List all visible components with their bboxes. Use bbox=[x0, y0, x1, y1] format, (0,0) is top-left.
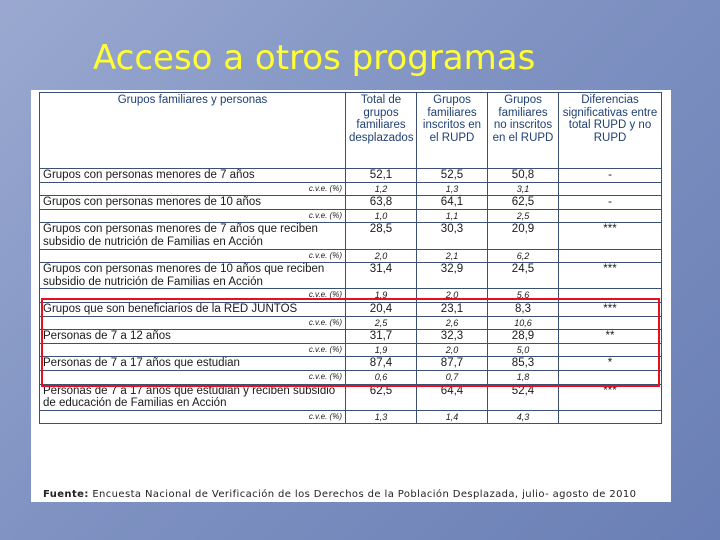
cve-row bbox=[40, 410, 662, 424]
value-cell: 87,7 bbox=[417, 357, 488, 371]
cve-cell: 2,6 bbox=[417, 316, 488, 330]
cve-cell: 5,0 bbox=[488, 343, 559, 357]
cve-label: c.v.e. (%) bbox=[40, 182, 346, 196]
cve-cell: 1,3 bbox=[417, 182, 488, 196]
cve-cell: 1,2 bbox=[346, 182, 417, 196]
value-cell: 62,5 bbox=[488, 196, 559, 210]
cve-cell: 1,3 bbox=[346, 410, 417, 424]
row-label: Grupos con personas menores de 10 años bbox=[40, 196, 346, 210]
cve-row bbox=[40, 249, 662, 263]
empty-cell bbox=[559, 182, 662, 196]
significance-cell: - bbox=[559, 196, 662, 210]
row-label: Grupos con personas menores de 7 años que reciben subsidio de nutrición de Familias en Acción bbox=[40, 223, 346, 249]
value-cell: 62,5 bbox=[346, 384, 417, 410]
empty-cell bbox=[559, 410, 662, 424]
cve-cell: 2,1 bbox=[417, 249, 488, 263]
value-cell: 63,8 bbox=[346, 196, 417, 210]
cve-cell: 2,5 bbox=[346, 316, 417, 330]
cve-cell: 1,9 bbox=[346, 289, 417, 303]
column-header: Grupos familiares y personas bbox=[40, 93, 346, 169]
source-note bbox=[43, 489, 671, 500]
value-cell: 28,9 bbox=[488, 330, 559, 344]
significance-cell: *** bbox=[559, 384, 662, 410]
header-row bbox=[40, 93, 662, 169]
value-cell: 64,1 bbox=[417, 196, 488, 210]
value-cell: 50,8 bbox=[488, 169, 559, 183]
cve-cell: 2,0 bbox=[417, 343, 488, 357]
row-label: Grupos con personas menores de 10 años que reciben subsidio de nutrición de Familias en Acción bbox=[40, 263, 346, 289]
cve-cell: 5,6 bbox=[488, 289, 559, 303]
cve-cell: 2,0 bbox=[346, 249, 417, 263]
cve-cell: 0,6 bbox=[346, 370, 417, 384]
cve-cell: 1,9 bbox=[346, 343, 417, 357]
cve-label: c.v.e. (%) bbox=[40, 316, 346, 330]
value-cell: 8,3 bbox=[488, 302, 559, 316]
cve-cell: 1,1 bbox=[417, 209, 488, 223]
cve-cell: 4,3 bbox=[488, 410, 559, 424]
value-cell: 31,4 bbox=[346, 263, 417, 289]
row-label: Personas de 7 a 12 años bbox=[40, 330, 346, 344]
significance-cell: * bbox=[559, 357, 662, 371]
cve-row bbox=[40, 209, 662, 223]
table-row bbox=[40, 223, 662, 249]
value-cell: 85,3 bbox=[488, 357, 559, 371]
cve-cell: 0,7 bbox=[417, 370, 488, 384]
row-label: Personas de 7 a 17 años que estudian bbox=[40, 357, 346, 371]
table-row bbox=[40, 263, 662, 289]
cve-cell: 3,1 bbox=[488, 182, 559, 196]
column-header: Grupos familiares no inscritos en el RUPD bbox=[488, 93, 559, 169]
value-cell: 20,4 bbox=[346, 302, 417, 316]
cve-cell: 6,2 bbox=[488, 249, 559, 263]
value-cell: 31,7 bbox=[346, 330, 417, 344]
highlight-box bbox=[41, 298, 660, 387]
source-text: Encuesta Nacional de Verificación de los Derechos de la Población Desplazada, julio- agosto de 2010 bbox=[92, 489, 637, 500]
value-cell: 32,3 bbox=[417, 330, 488, 344]
table-panel bbox=[31, 90, 671, 502]
value-cell: 20,9 bbox=[488, 223, 559, 249]
significance-cell: *** bbox=[559, 263, 662, 289]
slide-title: Acceso a otros programas bbox=[93, 38, 536, 78]
table-row bbox=[40, 384, 662, 410]
table-row bbox=[40, 169, 662, 183]
value-cell: 64,4 bbox=[417, 384, 488, 410]
column-header: Diferencias significativas entre total RUPD y no RUPD bbox=[559, 93, 662, 169]
column-header: Total de grupos familiares desplazados bbox=[346, 93, 417, 169]
cve-label: c.v.e. (%) bbox=[40, 289, 346, 303]
cve-label: c.v.e. (%) bbox=[40, 249, 346, 263]
column-header: Grupos familiares inscritos en el RUPD bbox=[417, 93, 488, 169]
value-cell: 23,1 bbox=[417, 302, 488, 316]
value-cell: 32,9 bbox=[417, 263, 488, 289]
row-label: Personas de 7 a 17 años que estudian y reciben subsidio de educación de Familias en Acción bbox=[40, 384, 346, 410]
cve-cell: 2,5 bbox=[488, 209, 559, 223]
cve-label: c.v.e. (%) bbox=[40, 209, 346, 223]
cve-cell: 10,6 bbox=[488, 316, 559, 330]
row-label: Grupos que son beneficiarios de la RED JUNTOS bbox=[40, 302, 346, 316]
value-cell: 52,1 bbox=[346, 169, 417, 183]
cve-cell: 1,0 bbox=[346, 209, 417, 223]
value-cell: 52,4 bbox=[488, 384, 559, 410]
empty-cell bbox=[559, 249, 662, 263]
cve-label: c.v.e. (%) bbox=[40, 410, 346, 424]
cve-cell: 1,4 bbox=[417, 410, 488, 424]
cve-cell: 2,0 bbox=[417, 289, 488, 303]
cve-label: c.v.e. (%) bbox=[40, 370, 346, 384]
empty-cell bbox=[559, 209, 662, 223]
value-cell: 52,5 bbox=[417, 169, 488, 183]
value-cell: 30,3 bbox=[417, 223, 488, 249]
significance-cell: *** bbox=[559, 223, 662, 249]
value-cell: 28,5 bbox=[346, 223, 417, 249]
value-cell: 87,4 bbox=[346, 357, 417, 371]
significance-cell: *** bbox=[559, 302, 662, 316]
value-cell: 24,5 bbox=[488, 263, 559, 289]
significance-cell: - bbox=[559, 169, 662, 183]
source-label: Fuente: bbox=[43, 489, 89, 500]
table-row bbox=[40, 196, 662, 210]
significance-cell: ** bbox=[559, 330, 662, 344]
cve-cell: 1,8 bbox=[488, 370, 559, 384]
cve-row bbox=[40, 182, 662, 196]
cve-label: c.v.e. (%) bbox=[40, 343, 346, 357]
row-label: Grupos con personas menores de 7 años bbox=[40, 169, 346, 183]
